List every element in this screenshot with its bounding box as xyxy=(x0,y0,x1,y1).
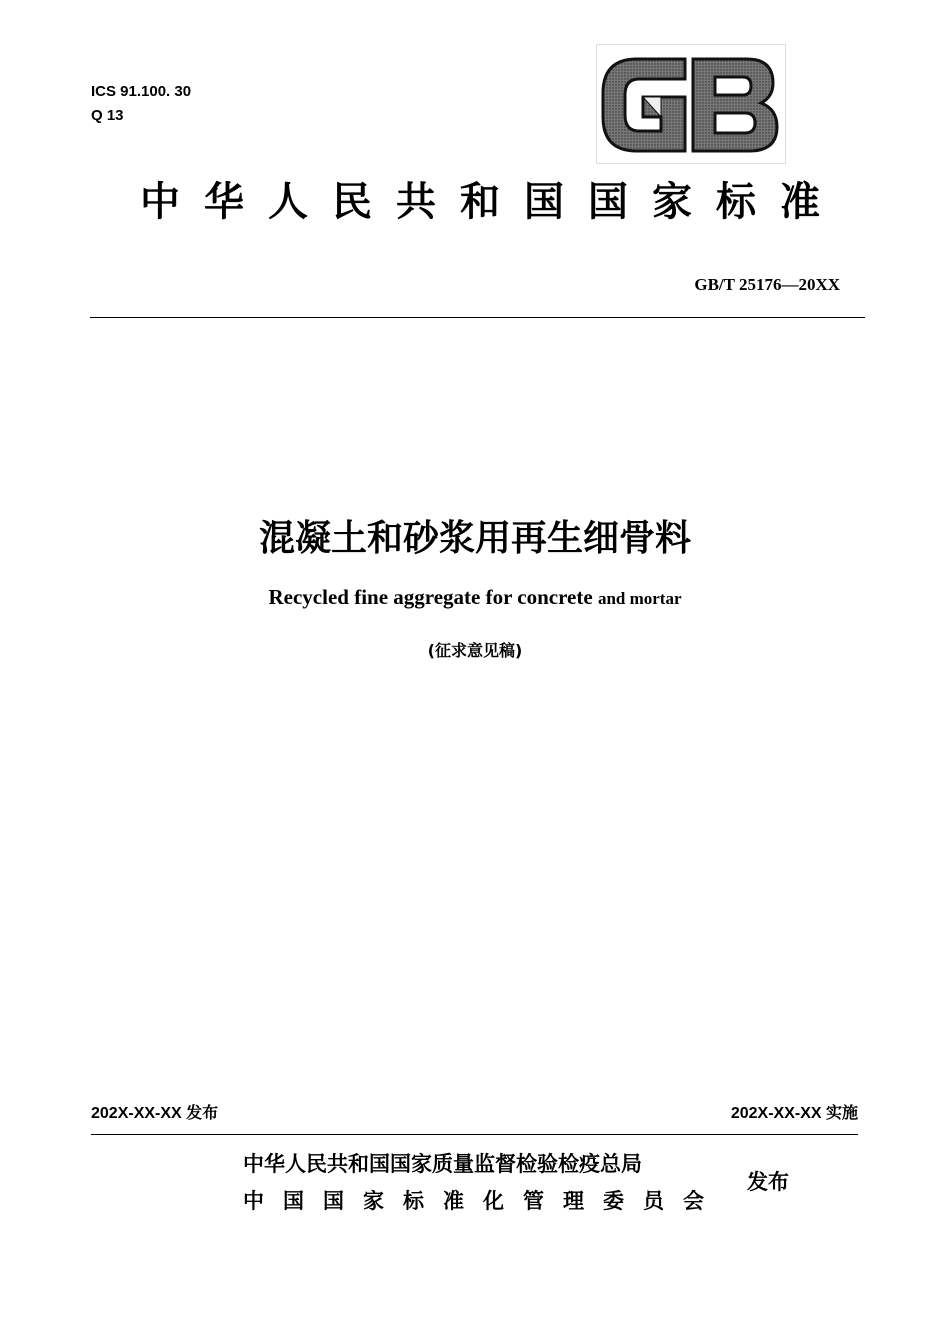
standard-number: GB/T 25176—20XX xyxy=(694,275,840,294)
document-title-chinese: 混凝土和砂浆用再生细骨料 xyxy=(258,518,691,559)
classification-codes xyxy=(91,80,191,128)
ics-code: ICS 91.100. 30 xyxy=(91,83,192,100)
implementation-date: 202X-XX-XX 实施 xyxy=(730,1105,858,1122)
document-title-english xyxy=(0,585,950,610)
publisher-line-1: 中华人民共和国国家质量监督检验检疫总局 xyxy=(243,1152,642,1176)
publisher-line-2: 中国国家标准化管理委员会 xyxy=(243,1189,723,1213)
issue-date: 202X-XX-XX 发布 xyxy=(91,1105,219,1122)
draft-note: (征求意见稿) xyxy=(427,641,523,660)
publish-label: 发布 xyxy=(747,1170,789,1194)
english-title-main: Recycled fine aggregate for concrete xyxy=(268,585,593,609)
gb-logo-icon xyxy=(597,45,785,163)
ccs-code: Q 13 xyxy=(91,107,124,124)
gb-logo xyxy=(596,44,786,164)
footer-divider xyxy=(91,1134,858,1135)
national-standard-title: 中华人民共和国国家标准 xyxy=(140,179,844,225)
header-divider xyxy=(90,317,865,318)
english-title-tail: and mortar xyxy=(597,589,682,608)
